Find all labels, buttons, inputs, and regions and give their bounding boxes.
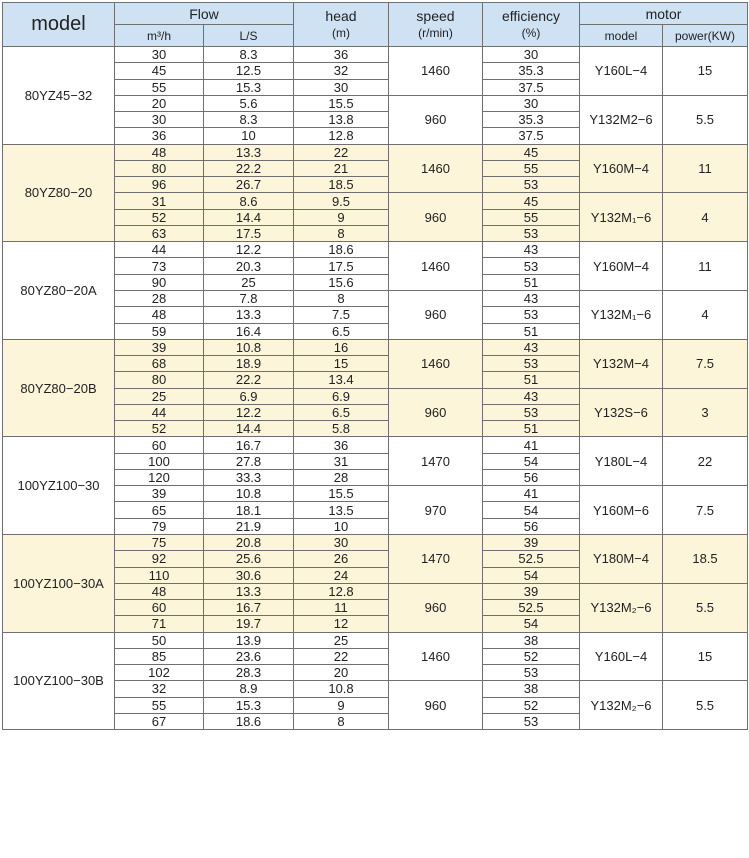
head-cell: 12.8 (294, 583, 389, 599)
speed-cell: 960 (389, 583, 483, 632)
flow-m3h-cell: 55 (115, 697, 204, 713)
flow-m3h-cell: 85 (115, 648, 204, 664)
flow-m3h-cell: 30 (115, 112, 204, 128)
table-row (3, 95, 748, 111)
flow-m3h-cell: 68 (115, 356, 204, 372)
flow-m3h-cell: 96 (115, 177, 204, 193)
flow-m3h-cell: 100 (115, 453, 204, 469)
flow-ls-cell: 30.6 (204, 567, 294, 583)
head-cell: 31 (294, 453, 389, 469)
flow-m3h-cell: 30 (115, 47, 204, 63)
flow-m3h-cell: 50 (115, 632, 204, 648)
head-cell: 7.5 (294, 307, 389, 323)
efficiency-cell: 38 (483, 632, 580, 648)
header-speed (389, 3, 483, 47)
head-cell: 20 (294, 665, 389, 681)
motor-model-cell: Y160M−4 (580, 242, 663, 291)
flow-ls-cell: 22.2 (204, 160, 294, 176)
flow-m3h-cell: 55 (115, 79, 204, 95)
flow-ls-cell: 13.3 (204, 583, 294, 599)
flow-m3h-cell: 31 (115, 193, 204, 209)
speed-cell: 1460 (389, 632, 483, 681)
efficiency-cell: 41 (483, 486, 580, 502)
head-cell: 22 (294, 648, 389, 664)
header-head (294, 3, 389, 47)
head-cell: 15.6 (294, 274, 389, 290)
motor-model-cell: Y132M₂−6 (580, 583, 663, 632)
efficiency-cell: 30 (483, 95, 580, 111)
header-model: model (3, 3, 115, 47)
header-flow: Flow (115, 3, 294, 25)
head-cell: 32 (294, 63, 389, 79)
flow-ls-cell: 22.2 (204, 372, 294, 388)
motor-model-cell: Y132M−4 (580, 339, 663, 388)
flow-ls-cell: 23.6 (204, 648, 294, 664)
flow-ls-cell: 16.4 (204, 323, 294, 339)
efficiency-cell: 51 (483, 274, 580, 290)
flow-ls-cell: 19.7 (204, 616, 294, 632)
pump-spec-table (2, 2, 748, 730)
motor-model-cell: Y160L−4 (580, 632, 663, 681)
head-cell: 6.5 (294, 323, 389, 339)
efficiency-cell: 30 (483, 47, 580, 63)
header-flow-m3h: m³/h (115, 25, 204, 47)
efficiency-cell: 53 (483, 356, 580, 372)
speed-cell: 1460 (389, 47, 483, 96)
speed-cell: 960 (389, 193, 483, 242)
motor-model-cell: Y160M−6 (580, 486, 663, 535)
head-cell: 6.9 (294, 388, 389, 404)
head-cell: 30 (294, 534, 389, 550)
header-speed-label: speed (416, 7, 455, 24)
head-cell: 18.6 (294, 242, 389, 258)
header-flow-ls: L/S (204, 25, 294, 47)
header-head-unit: (m) (332, 25, 350, 40)
model-cell: 100YZ100−30A (3, 534, 115, 632)
efficiency-cell: 52.5 (483, 551, 580, 567)
head-cell: 16 (294, 339, 389, 355)
flow-ls-cell: 25.6 (204, 551, 294, 567)
flow-ls-cell: 18.9 (204, 356, 294, 372)
efficiency-cell: 43 (483, 290, 580, 306)
efficiency-cell: 45 (483, 144, 580, 160)
flow-m3h-cell: 44 (115, 242, 204, 258)
motor-power-cell: 7.5 (663, 339, 748, 388)
flow-m3h-cell: 39 (115, 486, 204, 502)
head-cell: 17.5 (294, 258, 389, 274)
motor-model-cell: Y132S−6 (580, 388, 663, 437)
header-motor: motor (580, 3, 748, 25)
motor-model-cell: Y160M−4 (580, 144, 663, 193)
flow-m3h-cell: 32 (115, 681, 204, 697)
table-row (3, 144, 748, 160)
efficiency-cell: 41 (483, 437, 580, 453)
efficiency-cell: 37.5 (483, 128, 580, 144)
flow-m3h-cell: 73 (115, 258, 204, 274)
head-cell: 10 (294, 518, 389, 534)
efficiency-cell: 43 (483, 388, 580, 404)
flow-m3h-cell: 79 (115, 518, 204, 534)
header-motor-model: model (580, 25, 663, 47)
flow-ls-cell: 18.1 (204, 502, 294, 518)
head-cell: 25 (294, 632, 389, 648)
motor-power-cell: 22 (663, 437, 748, 486)
efficiency-cell: 43 (483, 339, 580, 355)
efficiency-cell: 52 (483, 697, 580, 713)
flow-m3h-cell: 120 (115, 469, 204, 485)
motor-power-cell: 5.5 (663, 681, 748, 730)
table-row (3, 388, 748, 404)
head-cell: 6.5 (294, 404, 389, 420)
motor-power-cell: 4 (663, 193, 748, 242)
header-motor-power: power(KW) (663, 25, 748, 47)
efficiency-cell: 53 (483, 258, 580, 274)
efficiency-cell: 54 (483, 616, 580, 632)
efficiency-cell: 35.3 (483, 112, 580, 128)
flow-m3h-cell: 20 (115, 95, 204, 111)
efficiency-cell: 39 (483, 534, 580, 550)
model-cell: 80YZ45−32 (3, 47, 115, 145)
flow-ls-cell: 12.5 (204, 63, 294, 79)
motor-power-cell: 4 (663, 290, 748, 339)
flow-m3h-cell: 52 (115, 421, 204, 437)
motor-power-cell: 18.5 (663, 534, 748, 583)
header-head-label: head (325, 7, 357, 24)
flow-m3h-cell: 92 (115, 551, 204, 567)
head-cell: 8 (294, 713, 389, 729)
flow-ls-cell: 20.8 (204, 534, 294, 550)
speed-cell: 1460 (389, 242, 483, 291)
head-cell: 12 (294, 616, 389, 632)
speed-cell: 1470 (389, 534, 483, 583)
flow-ls-cell: 8.3 (204, 112, 294, 128)
table-row (3, 242, 748, 258)
flow-m3h-cell: 90 (115, 274, 204, 290)
motor-model-cell: Y180L−4 (580, 437, 663, 486)
motor-power-cell: 15 (663, 632, 748, 681)
table-row (3, 47, 748, 63)
table-row (3, 290, 748, 306)
efficiency-cell: 45 (483, 193, 580, 209)
flow-ls-cell: 20.3 (204, 258, 294, 274)
head-cell: 9 (294, 209, 389, 225)
head-cell: 28 (294, 469, 389, 485)
flow-m3h-cell: 44 (115, 404, 204, 420)
head-cell: 9.5 (294, 193, 389, 209)
table-row (3, 632, 748, 648)
table-body (3, 47, 748, 730)
speed-cell: 1470 (389, 437, 483, 486)
efficiency-cell: 51 (483, 421, 580, 437)
efficiency-cell: 55 (483, 209, 580, 225)
table-header (3, 3, 748, 47)
head-cell: 18.5 (294, 177, 389, 193)
table-row (3, 437, 748, 453)
flow-ls-cell: 10.8 (204, 486, 294, 502)
head-cell: 12.8 (294, 128, 389, 144)
speed-cell: 960 (389, 388, 483, 437)
flow-m3h-cell: 102 (115, 665, 204, 681)
head-cell: 13.5 (294, 502, 389, 518)
header-speed-unit: (r/min) (418, 25, 453, 40)
motor-power-cell: 5.5 (663, 583, 748, 632)
efficiency-cell: 56 (483, 518, 580, 534)
flow-m3h-cell: 60 (115, 437, 204, 453)
head-cell: 26 (294, 551, 389, 567)
flow-ls-cell: 25 (204, 274, 294, 290)
motor-power-cell: 11 (663, 242, 748, 291)
flow-ls-cell: 16.7 (204, 437, 294, 453)
head-cell: 10.8 (294, 681, 389, 697)
flow-m3h-cell: 39 (115, 339, 204, 355)
efficiency-cell: 53 (483, 713, 580, 729)
speed-cell: 960 (389, 290, 483, 339)
efficiency-cell: 51 (483, 323, 580, 339)
flow-ls-cell: 27.8 (204, 453, 294, 469)
speed-cell: 1460 (389, 339, 483, 388)
efficiency-cell: 43 (483, 242, 580, 258)
flow-ls-cell: 8.3 (204, 47, 294, 63)
efficiency-cell: 53 (483, 404, 580, 420)
flow-ls-cell: 14.4 (204, 209, 294, 225)
flow-ls-cell: 7.8 (204, 290, 294, 306)
header-efficiency-label: efficiency (501, 7, 561, 24)
motor-power-cell: 11 (663, 144, 748, 193)
flow-m3h-cell: 71 (115, 616, 204, 632)
motor-model-cell: Y132M₁−6 (580, 193, 663, 242)
table-row (3, 583, 748, 599)
model-cell: 80YZ80−20B (3, 339, 115, 437)
head-cell: 8 (294, 225, 389, 241)
flow-m3h-cell: 48 (115, 307, 204, 323)
efficiency-cell: 35.3 (483, 63, 580, 79)
flow-m3h-cell: 28 (115, 290, 204, 306)
model-cell: 100YZ100−30B (3, 632, 115, 730)
motor-model-cell: Y132M2−6 (580, 95, 663, 144)
head-cell: 15 (294, 356, 389, 372)
motor-power-cell: 7.5 (663, 486, 748, 535)
flow-ls-cell: 21.9 (204, 518, 294, 534)
flow-m3h-cell: 110 (115, 567, 204, 583)
header-efficiency-unit: (%) (521, 25, 541, 40)
head-cell: 9 (294, 697, 389, 713)
head-cell: 5.8 (294, 421, 389, 437)
flow-ls-cell: 5.6 (204, 95, 294, 111)
flow-ls-cell: 17.5 (204, 225, 294, 241)
flow-m3h-cell: 52 (115, 209, 204, 225)
table-row (3, 534, 748, 550)
table-row (3, 193, 748, 209)
table-row (3, 681, 748, 697)
flow-ls-cell: 33.3 (204, 469, 294, 485)
efficiency-cell: 53 (483, 307, 580, 323)
flow-ls-cell: 28.3 (204, 665, 294, 681)
flow-m3h-cell: 67 (115, 713, 204, 729)
speed-cell: 960 (389, 95, 483, 144)
head-cell: 36 (294, 47, 389, 63)
efficiency-cell: 52.5 (483, 600, 580, 616)
flow-m3h-cell: 60 (115, 600, 204, 616)
flow-m3h-cell: 63 (115, 225, 204, 241)
efficiency-cell: 56 (483, 469, 580, 485)
flow-ls-cell: 18.6 (204, 713, 294, 729)
header-efficiency (483, 3, 580, 47)
flow-m3h-cell: 25 (115, 388, 204, 404)
motor-power-cell: 15 (663, 47, 748, 96)
efficiency-cell: 39 (483, 583, 580, 599)
motor-power-cell: 5.5 (663, 95, 748, 144)
flow-ls-cell: 13.3 (204, 307, 294, 323)
flow-ls-cell: 15.3 (204, 79, 294, 95)
table-row (3, 339, 748, 355)
efficiency-cell: 54 (483, 502, 580, 518)
efficiency-cell: 51 (483, 372, 580, 388)
flow-ls-cell: 8.6 (204, 193, 294, 209)
flow-ls-cell: 8.9 (204, 681, 294, 697)
motor-model-cell: Y132M₂−6 (580, 681, 663, 730)
flow-m3h-cell: 48 (115, 583, 204, 599)
model-cell: 100YZ100−30 (3, 437, 115, 535)
flow-ls-cell: 16.7 (204, 600, 294, 616)
flow-ls-cell: 10 (204, 128, 294, 144)
flow-m3h-cell: 80 (115, 160, 204, 176)
head-cell: 22 (294, 144, 389, 160)
motor-power-cell: 3 (663, 388, 748, 437)
flow-ls-cell: 6.9 (204, 388, 294, 404)
head-cell: 15.5 (294, 95, 389, 111)
flow-m3h-cell: 80 (115, 372, 204, 388)
efficiency-cell: 53 (483, 665, 580, 681)
efficiency-cell: 52 (483, 648, 580, 664)
flow-ls-cell: 13.3 (204, 144, 294, 160)
head-cell: 36 (294, 437, 389, 453)
efficiency-cell: 55 (483, 160, 580, 176)
head-cell: 8 (294, 290, 389, 306)
flow-ls-cell: 26.7 (204, 177, 294, 193)
model-cell: 80YZ80−20 (3, 144, 115, 242)
efficiency-cell: 54 (483, 453, 580, 469)
head-cell: 13.8 (294, 112, 389, 128)
flow-m3h-cell: 65 (115, 502, 204, 518)
motor-model-cell: Y180M−4 (580, 534, 663, 583)
efficiency-cell: 53 (483, 225, 580, 241)
head-cell: 15.5 (294, 486, 389, 502)
flow-m3h-cell: 48 (115, 144, 204, 160)
speed-cell: 970 (389, 486, 483, 535)
head-cell: 21 (294, 160, 389, 176)
flow-ls-cell: 12.2 (204, 242, 294, 258)
motor-model-cell: Y132M₁−6 (580, 290, 663, 339)
speed-cell: 1460 (389, 144, 483, 193)
efficiency-cell: 38 (483, 681, 580, 697)
model-cell: 80YZ80−20A (3, 242, 115, 340)
efficiency-cell: 54 (483, 567, 580, 583)
flow-m3h-cell: 45 (115, 63, 204, 79)
flow-m3h-cell: 36 (115, 128, 204, 144)
flow-ls-cell: 13.9 (204, 632, 294, 648)
head-cell: 13.4 (294, 372, 389, 388)
flow-ls-cell: 12.2 (204, 404, 294, 420)
flow-m3h-cell: 75 (115, 534, 204, 550)
head-cell: 24 (294, 567, 389, 583)
flow-m3h-cell: 59 (115, 323, 204, 339)
flow-ls-cell: 14.4 (204, 421, 294, 437)
flow-ls-cell: 15.3 (204, 697, 294, 713)
table-row (3, 486, 748, 502)
head-cell: 30 (294, 79, 389, 95)
head-cell: 11 (294, 600, 389, 616)
flow-ls-cell: 10.8 (204, 339, 294, 355)
efficiency-cell: 37.5 (483, 79, 580, 95)
motor-model-cell: Y160L−4 (580, 47, 663, 96)
efficiency-cell: 53 (483, 177, 580, 193)
speed-cell: 960 (389, 681, 483, 730)
